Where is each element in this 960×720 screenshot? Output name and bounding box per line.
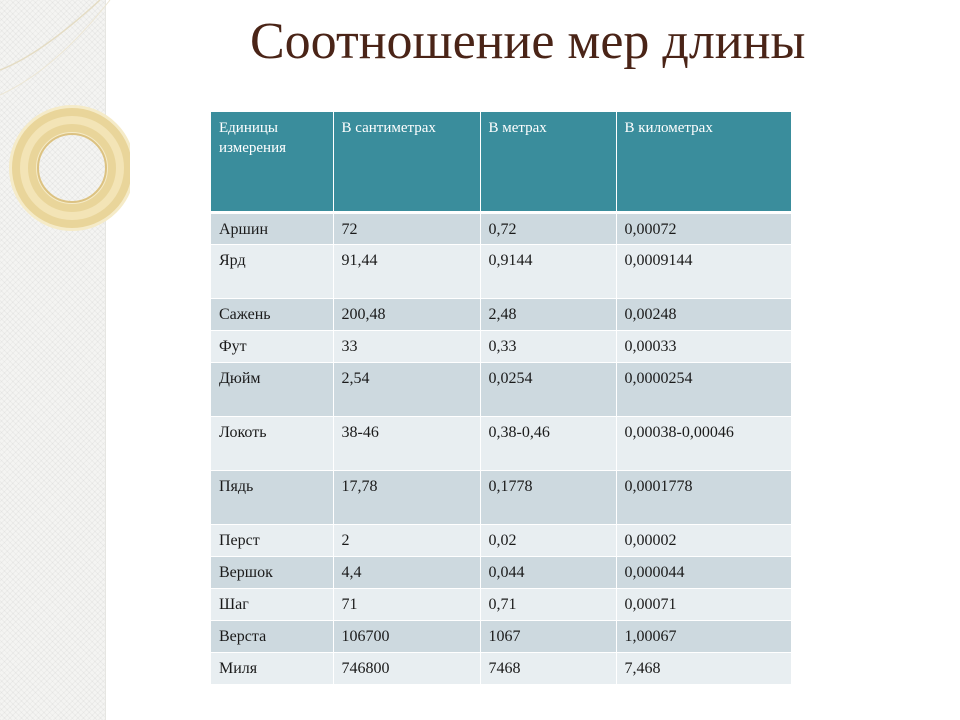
cell-m: 0,044 <box>480 556 616 588</box>
table-body <box>211 212 791 684</box>
cell-cm: 72 <box>333 212 480 244</box>
cell-km: 7,468 <box>616 652 791 684</box>
cell-unit: Перст <box>211 524 333 556</box>
table-row <box>211 244 791 298</box>
cell-km: 0,0000254 <box>616 362 791 416</box>
cell-unit: Аршин <box>211 212 333 244</box>
cell-m: 0,0254 <box>480 362 616 416</box>
cell-m: 2,48 <box>480 298 616 330</box>
decorative-curve <box>0 0 110 95</box>
cell-km: 0,00002 <box>616 524 791 556</box>
cell-cm: 33 <box>333 330 480 362</box>
cell-km: 0,0009144 <box>616 244 791 298</box>
decorative-curve <box>0 0 100 70</box>
cell-cm: 91,44 <box>333 244 480 298</box>
cell-unit: Миля <box>211 652 333 684</box>
cell-cm: 200,48 <box>333 298 480 330</box>
cell-km: 0,00071 <box>616 588 791 620</box>
cell-m: 0,33 <box>480 330 616 362</box>
cell-km: 0,00072 <box>616 212 791 244</box>
cell-cm: 4,4 <box>333 556 480 588</box>
cell-m: 0,9144 <box>480 244 616 298</box>
cell-cm: 746800 <box>333 652 480 684</box>
cell-m: 0,02 <box>480 524 616 556</box>
cell-unit: Фут <box>211 330 333 362</box>
cell-unit: Шаг <box>211 588 333 620</box>
table-row <box>211 652 791 684</box>
cell-cm: 106700 <box>333 620 480 652</box>
decorative-ring-graphic <box>0 0 130 720</box>
table-row <box>211 556 791 588</box>
cell-unit: Пядь <box>211 470 333 524</box>
cell-cm: 17,78 <box>333 470 480 524</box>
table-row <box>211 362 791 416</box>
cell-unit: Вершок <box>211 556 333 588</box>
cell-m: 1067 <box>480 620 616 652</box>
cell-unit: Ярд <box>211 244 333 298</box>
header-meters: В метрах <box>480 112 616 212</box>
length-units-table <box>211 112 791 685</box>
cell-unit: Верста <box>211 620 333 652</box>
cell-cm: 2,54 <box>333 362 480 416</box>
cell-m: 0,1778 <box>480 470 616 524</box>
cell-m: 0,38-0,46 <box>480 416 616 470</box>
slide-title: Соотношение мер длины <box>250 13 806 70</box>
table-row <box>211 330 791 362</box>
cell-cm: 71 <box>333 588 480 620</box>
cell-m: 7468 <box>480 652 616 684</box>
cell-unit: Локоть <box>211 416 333 470</box>
table-row <box>211 416 791 470</box>
cell-unit: Сажень <box>211 298 333 330</box>
table-row <box>211 298 791 330</box>
ring-inner-edge <box>38 134 106 202</box>
cell-m: 0,72 <box>480 212 616 244</box>
cell-km: 1,00067 <box>616 620 791 652</box>
table-row <box>211 620 791 652</box>
table-row <box>211 588 791 620</box>
cell-km: 0,00033 <box>616 330 791 362</box>
table-row <box>211 212 791 244</box>
cell-km: 0,000044 <box>616 556 791 588</box>
header-kilometers: В километрах <box>616 112 791 212</box>
table-row <box>211 524 791 556</box>
cell-m: 0,71 <box>480 588 616 620</box>
cell-km: 0,0001778 <box>616 470 791 524</box>
header-units: Единицы измерения <box>211 112 333 212</box>
cell-unit: Дюйм <box>211 362 333 416</box>
header-row <box>211 112 791 212</box>
cell-km: 0,00038-0,00046 <box>616 416 791 470</box>
cell-km: 0,00248 <box>616 298 791 330</box>
cell-cm: 38-46 <box>333 416 480 470</box>
table-header <box>211 112 791 212</box>
table-row <box>211 470 791 524</box>
cell-cm: 2 <box>333 524 480 556</box>
header-centimeters: В сантиметрах <box>333 112 480 212</box>
